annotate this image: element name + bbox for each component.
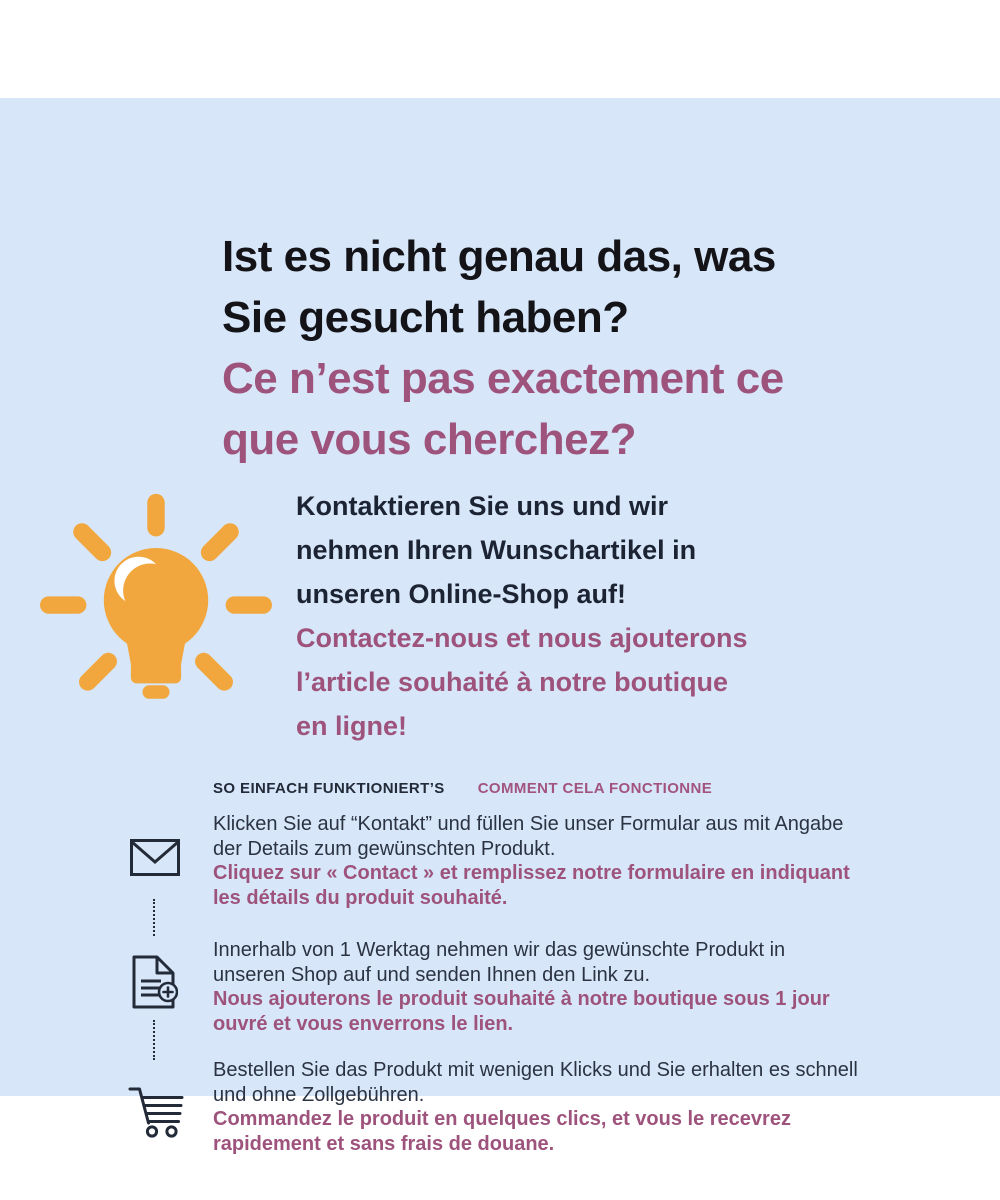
step-2-french [213,987,830,1036]
step-3-text [213,1058,858,1156]
step-3-german [213,1058,858,1107]
headline-french-line: Ce n’est pas exactement ce [222,354,784,403]
step-1-french-line: Cliquez sur « Contact » et remplissez notre formulaire en indiquant [213,862,850,884]
headline-french [222,348,784,470]
how-it-works-header [213,780,712,797]
document-add-icon [129,955,178,1015]
how-it-works-header-french: COMMENT CELA FONCTIONNE [477,780,713,797]
step-2-german [213,938,830,987]
step-1-french-line: les détails du produit souhaité. [213,886,508,909]
intro-french-line: l’article souhaité à notre boutique [296,667,729,697]
cart-icon [124,1082,186,1143]
headline-german [222,226,776,348]
step-1-french [213,861,850,910]
headline-french-line: que vous cherchez? [222,415,637,464]
step-2-french-line: ouvré et vous enverrons le lien. [213,1012,514,1035]
step-3-french-line: Commandez le produit en quelques clics, et vous le recevrez [213,1108,791,1130]
headline-german-line: Ist es nicht genau das, was [222,232,776,281]
step-3-french-line: rapidement et sans frais de douane. [213,1132,555,1155]
headline-german-line: Sie gesucht haben? [222,293,629,342]
intro-german-line: nehmen Ihren Wunschartikel in [296,535,697,565]
step-2-german-line: Innerhalb von 1 Werktag nehmen wir das gewünschte Produkt in [213,939,786,961]
step-1-german [213,812,850,861]
envelope-icon [130,839,180,882]
step-1-text [213,812,850,910]
step-connector-dotted-line [153,1020,155,1060]
step-2-french-line: Nous ajouterons le produit souhaité à notre boutique sous 1 jour [213,988,830,1010]
intro-german-line: Kontaktieren Sie uns und wir [296,491,669,521]
step-1-german-line: Klicken Sie auf “Kontakt” und füllen Sie unser Formular aus mit Angabe [213,813,844,835]
intro-french-line: Contactez-nous et nous ajouterons [296,623,748,653]
lightbulb-idea-icon [40,490,272,727]
step-3-german-line: Bestellen Sie das Produkt mit wenigen Klicks und Sie erhalten es schnell [213,1059,858,1081]
step-2-german-line: unseren Shop auf und senden Ihnen den Link zu. [213,963,651,986]
step-1-german-line: der Details zum gewünschten Produkt. [213,837,556,860]
intro-german-line: unseren Online-Shop auf! [296,579,627,609]
intro-paragraph [296,484,748,748]
how-it-works-header-german: SO EINFACH FUNKTIONIERT’S [213,780,445,797]
intro-german [296,484,748,616]
intro-french [296,616,748,748]
step-2-text [213,938,830,1036]
step-3-german-line: und ohne Zollgebühren. [213,1083,425,1106]
step-3-french [213,1107,858,1156]
info-panel [0,98,1000,1155]
intro-french-line: en ligne! [296,711,408,741]
step-connector-dotted-line [153,899,155,936]
